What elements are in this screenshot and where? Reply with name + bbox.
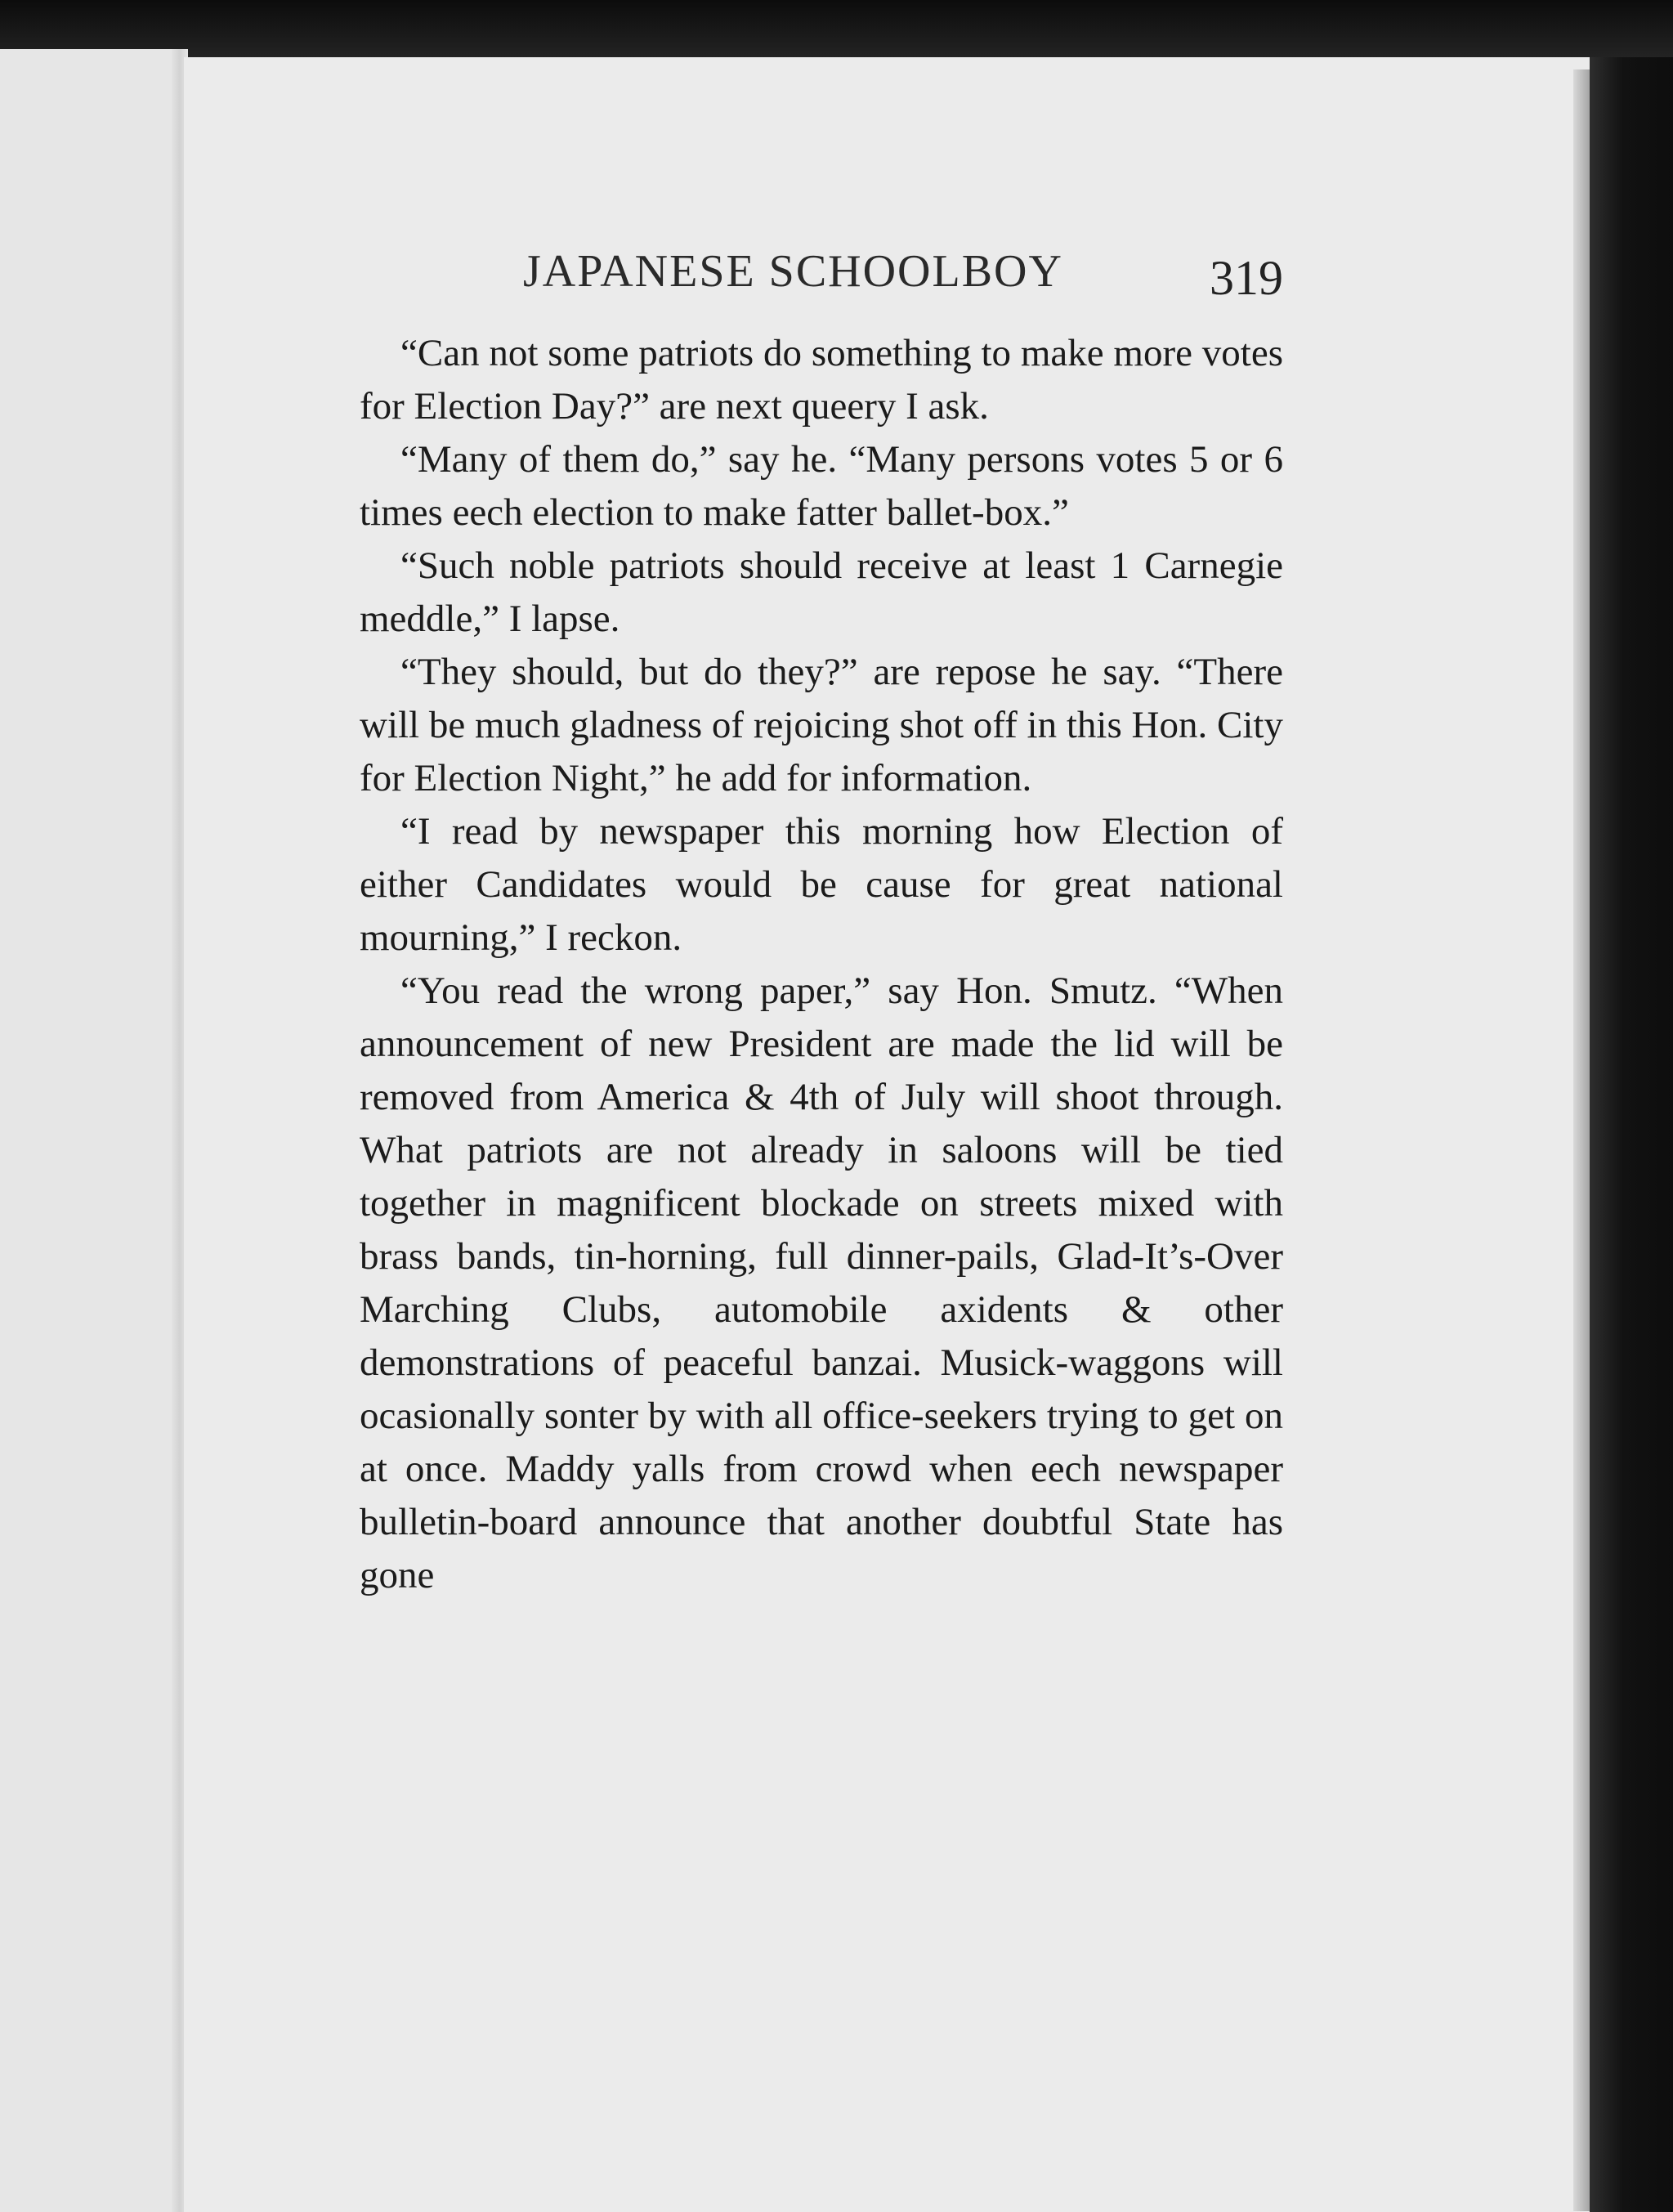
paragraph: “Many of them do,” say he. “Many persons votes 5 or 6 times eech election to make fatter ballet-box.” (360, 438, 1283, 534)
running-head: JAPANESE SCHOOLBOY (523, 246, 1063, 297)
body-text (360, 327, 1283, 1602)
page-number: 319 (1210, 251, 1283, 305)
paragraph: “You read the wrong paper,” say Hon. Smutz. “When announcement of new President are made the lid will be removed from America & 4th of July will shoot through. What patriots are not already in saloons will be tied together in magnificent blockade on streets mixed with brass bands, tin-horning, full dinner-pails, Glad-It’s-Over Marching Clubs, automobile axidents & other demonstrations of peaceful banzai. Musick-waggons will ocasionally sonter by with all office-seekers trying to get on at once. Maddy yalls from crowd when eech newspaper bulletin-board announce that another doubtful State has gone (360, 969, 1283, 1596)
paragraph: “Such noble patriots should receive at least 1 Carnegie meddle,” I lapse. (360, 544, 1283, 640)
scan-top-edge (0, 0, 1673, 65)
paragraph: “They should, but do they?” are repose he say. “There will be much gladness of rejoicing shot off in this Hon. City for Election Night,” he add for information. (360, 651, 1283, 799)
scan-right-edge (1590, 57, 1673, 2212)
page-header (360, 245, 1283, 311)
paragraph: “I read by newspaper this morning how Election of either Candidates would be cause for great national mourning,” I reckon. (360, 810, 1283, 959)
left-margin (0, 49, 180, 2212)
paragraph: “Can not some patriots do something to make more votes for Election Day?” are next queery I ask. (360, 332, 1283, 428)
